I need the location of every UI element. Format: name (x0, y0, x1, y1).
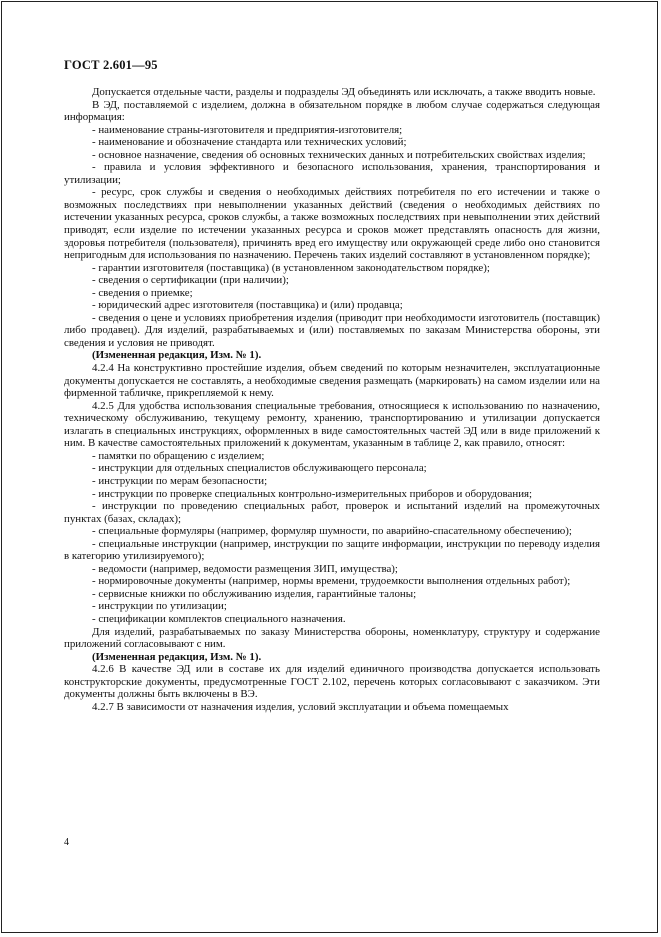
list-item: - юридический адрес изготовителя (поставщика) и (или) продавца; (92, 299, 403, 312)
list-item: - нормировочные документы (например, нормы времени, трудоемкости выполнения отдельных работ); (92, 575, 571, 588)
list-item: - инструкции по мерам безопасности; (92, 474, 268, 487)
list-item: - памятки по обращению с изделием; (92, 449, 265, 462)
list-item: - спецификации комплектов специального назначения. (92, 612, 346, 625)
paragraph: Для изделий, разрабатываемых по заказу Министерства обороны, номенклатуру, структуру и содержание приложений согласовывают с ним. (64, 625, 600, 651)
paragraph: В ЭД, поставляемой с изделием, должна в обязательном порядке в любом случае содержаться следующая информация: (64, 98, 600, 124)
clause-4-2-7: 4.2.7 В зависимости от назначения изделия, условий эксплуатации и объема помещаемых (92, 700, 509, 713)
list-item: - сведения о цене и условиях приобретения изделия (приводит при необходимости изготовитель (поставщик) либо продавец). Для изделий, разрабатываемых и (или) поставляемых по заказам Министерства обороны, эти сведения и условия не приводят. (64, 311, 600, 349)
revision-note: (Измененная редакция, Изм. № 1). (92, 650, 262, 663)
list-item: - сведения о приемке; (92, 286, 193, 299)
list-item: - правила и условия эффективного и безопасного использования, хранения, транспортирования и утилизации; (64, 161, 600, 186)
list-item: - специальные инструкции (например, инструкции по защите информации, инструкции по переводу изделия в категорию утилизируемого); (64, 537, 600, 563)
list-item: - ведомости (например, ведомости размещения ЗИП, имущества); (92, 562, 398, 575)
list-item: - сервисные книжки по обслуживанию изделия, гарантийные талоны; (92, 587, 417, 600)
list-item: - инструкции по проведению специальных работ, проверок и испытаний изделий на промежуточных пунктах (базах, складах); (64, 500, 600, 525)
list-item: - инструкции для отдельных специалистов обслуживающего персонала; (92, 462, 427, 475)
list-item: - специальные формуляры (например, формуляр шумности, по аварийно-спасательному обеспечению); (92, 525, 572, 538)
list-item: - ресурс, срок службы и сведения о необходимых действиях потребителя по его истечении и также о возможных последствиях при невыполнении указанных действий (сведения о необходимых действиях по истечении указанных ресурса, сроков службы, а также возможных последствиях при невыполнении этих действий приводят, если изделие по истечении указанных ресурса и сроков может представлять опасность для жизни, здоровья потребителя (пользователя), причинять вред его имуществу или окружающей среде либо оно становится непригодным для использования по назначению. Перечень таких изделий составляют в установленном порядке); (64, 186, 600, 262)
list-item: - инструкции по проверке специальных контрольно-измерительных приборов и оборудования; (92, 487, 533, 500)
page-header: ГОСТ 2.601—95 (64, 58, 158, 72)
revision-note: (Измененная редакция, Изм. № 1). (92, 349, 262, 362)
list-item: - основное назначение, сведения об основных технических данных и потребительских свойствах изделия; (92, 148, 586, 161)
list-item: - наименование страны-изготовителя и предприятия-изготовителя; (92, 123, 403, 136)
page-body (64, 86, 600, 713)
list-item: - наименование и обозначение стандарта или технических условий; (92, 136, 407, 149)
page-number: 4 (64, 837, 69, 848)
clause-4-2-6: 4.2.6 В качестве ЭД или в составе их для изделий единичного производства допускается использовать конструкторские документы, предусмотренные ГОСТ 2.102, перечень которых согласовывают с заказчиком. Эти документы должны быть включены в ВЭ. (64, 663, 600, 701)
list-item: - гарантии изготовителя (поставщика) (в установленном законодательством порядке); (92, 261, 490, 274)
list-item: - инструкции по утилизации; (92, 600, 227, 613)
list-item: - сведения о сертификации (при наличии); (92, 274, 289, 287)
paragraph: Допускается отдельные части, разделы и подразделы ЭД объединять или исключать, а также вводить новые. (92, 86, 596, 98)
clause-4-2-5: 4.2.5 Для удобства использования специальные требования, относящиеся к использованию по назначению, техническому обслуживанию, текущему ремонту, хранению, транспортированию и утилизации допускается излагать в специальных инструкциях, оформленных в виде самостоятельных частей ЭД или в виде приложений к ним. В качестве самостоятельных приложений к документам, указанным в таблице 2, как правило, относят: (64, 399, 600, 450)
clause-4-2-4: 4.2.4 На конструктивно простейшие изделия, объем сведений по которым незначителен, эксплуатационные документы допускается не составлять, а необходимые сведения размещать (маркировать) на самом изделии или на фирменной табличке, прикрепляемой к нему. (64, 362, 600, 400)
document-page (1, 1, 658, 933)
